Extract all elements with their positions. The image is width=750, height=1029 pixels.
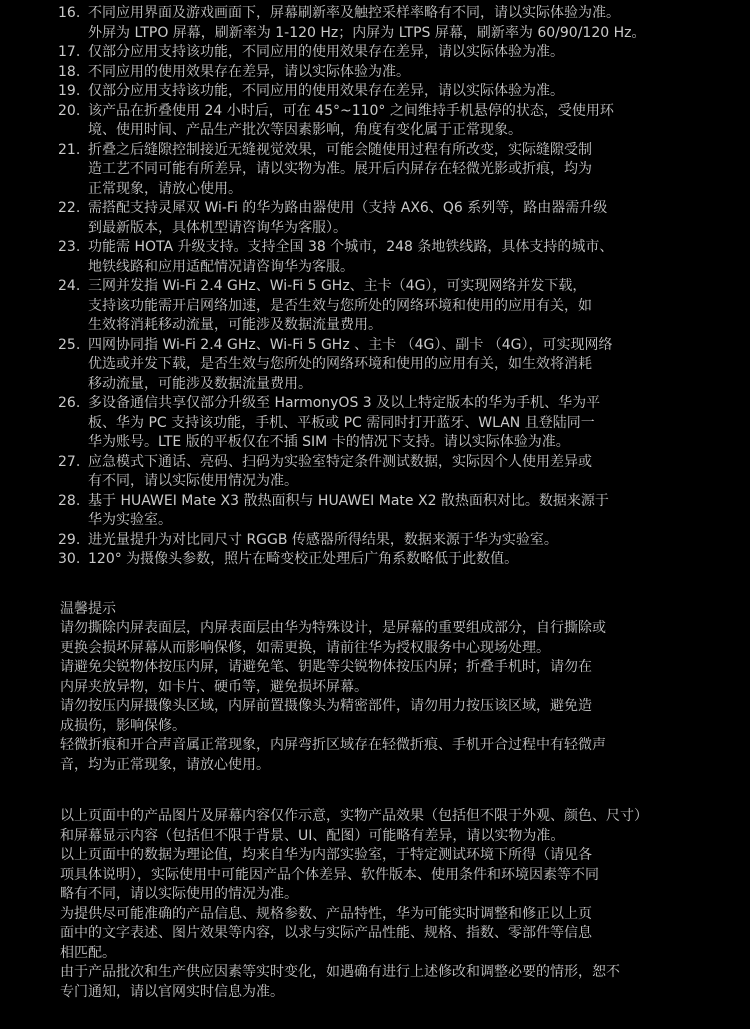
note-number: 29. <box>58 531 81 548</box>
note-item <box>60 531 698 551</box>
note-text-line: 三网并发指 Wi-Fi 2.4 GHz、Wi-Fi 5 GHz、主卡（4G），可实现网络并发下载， <box>88 278 587 294</box>
tips-text-line: 轻微折痕和开合声音属正常现象，内屏弯折区域存在轻微折痕、手机开合过程中有轻微声 <box>60 737 606 753</box>
note-text-line: 正常现象，请放心使用。 <box>88 180 242 197</box>
note-text-line: 需搭配支持灵犀双 Wi-Fi 的华为路由器使用（支持 AX6、Q6 系列等，路由器需升级 <box>88 200 608 216</box>
note-text-line: 到最新版本，具体机型请咨询华为客服）。 <box>88 219 347 236</box>
note-number: 21. <box>58 141 81 158</box>
note-number: 24. <box>58 278 81 294</box>
note-text-line: 多设备通信共享仅部分升级至 HarmonyOS 3 及以上特定版本的华为手机、华为平 <box>88 395 601 411</box>
note-item <box>60 492 698 531</box>
note-item <box>60 4 698 43</box>
note-number: 30. <box>58 551 81 567</box>
note-text-line: 地铁线路和应用适配情况请咨询华为客服。 <box>88 258 354 275</box>
disclaimer-text-line: 和屏幕显示内容（包括但不限于背景、UI、配图）可能略有差异，请以实物为准。 <box>60 827 565 844</box>
note-text-line: 移动流量，可能涉及数据流量费用。 <box>88 375 312 392</box>
note-text-line: 功能需 HOTA 升级支持。支持全国 38 个城市，248 条地铁线路，具体支持的城市、 <box>88 239 614 255</box>
note-item <box>60 238 698 277</box>
disclaimer-text-line: 相匹配。 <box>60 944 116 961</box>
note-item <box>60 336 698 395</box>
tips-text-line: 成损伤，影响保修。 <box>60 717 186 734</box>
note-item <box>60 394 698 453</box>
note-text-line: 支持该功能需开启网络加速，是否生效与您所处的网络环境和使用的应用有关，如 <box>88 297 592 314</box>
note-item <box>60 277 698 336</box>
note-text-line: 华为账号。LTE 版的平板仅在不插 SIM 卡的情况下支持。请以实际体验为准。 <box>88 434 570 450</box>
note-item <box>60 82 698 102</box>
disclaimer-text-line: 以上页面中的数据为理论值，均来自华为内部实验室，于特定测试环境下所得（请见各 <box>60 847 592 863</box>
disclaimer-text-line: 为提供尽可能准确的产品信息、规格参数、产品特性，华为可能实时调整和修正以上页 <box>60 905 592 922</box>
note-item <box>60 453 698 492</box>
tips-body <box>60 619 698 775</box>
disclaimer-text-line: 项具体说明），实际使用中可能因产品个体差异、软件版本、使用条件和环境因素等不同 <box>60 866 599 883</box>
note-number: 22. <box>58 200 81 216</box>
note-item <box>60 141 698 200</box>
tips-text-line: 请避免尖锐物体按压内屏，请避免笔、钥匙等尖锐物体按压内屏；折叠手机时，请勿在 <box>60 659 592 675</box>
disclaimer-text-line: 略有不同，请以实际使用的情况为准。 <box>60 886 298 902</box>
note-text-line: 折叠之后缝隙控制接近无缝视觉效果，可能会随使用过程有所改变，实际缝隙受制 <box>88 141 592 158</box>
note-text-line: 仅部分应用支持该功能，不同应用的使用效果存在差异，请以实际体验为准。 <box>88 44 564 60</box>
tips-text-line: 请勿按压内屏摄像头区域，内屏前置摄像头为精密部件，请勿用力按压该区域，避免造 <box>60 698 592 714</box>
note-number: 16. <box>58 5 81 21</box>
disclaimer-section <box>60 807 698 1002</box>
note-item <box>60 43 698 63</box>
note-text-line: 造工艺不同可能有所差异，请以实物为准。展开后内屏存在轻微光影或折痕，均为 <box>88 161 592 177</box>
note-number: 18. <box>58 63 81 80</box>
note-text-line: 进光量提升为对比同尺寸 RGGB 传感器所得结果，数据来源于华为实验室。 <box>88 531 558 548</box>
note-number: 28. <box>58 492 81 509</box>
note-text-line: 该产品在折叠使用 24 小时后，可在 45°~110° 之间维持手机悬停的状态，受使用环 <box>88 102 614 119</box>
note-text-line: 华为实验室。 <box>88 512 172 528</box>
disclaimer-text-line: 面中的文字表述、图片效果等内容，以求与实际产品性能、规格、指数、零部件等信息 <box>60 925 592 941</box>
note-text-line: 生效将消耗移动流量，可能涉及数据流量费用。 <box>88 317 382 333</box>
note-item <box>60 102 698 141</box>
note-item <box>60 550 698 570</box>
disclaimer-text-line: 由于产品批次和生产供应因素等实时变化，如遇确有进行上述修改和调整必要的情形，恕不 <box>60 964 620 980</box>
tips-text-line: 音，均为正常现象，请放心使用。 <box>60 756 270 773</box>
disclaimer-text-line: 专门通知，请以官网实时信息为准。 <box>60 983 284 1000</box>
note-text-line: 不同应用的使用效果存在差异，请以实际体验为准。 <box>88 63 410 80</box>
disclaimer-text-line: 以上页面中的产品图片及屏幕内容仅作示意，实物产品效果（包括但不限于外观、颜色、尺寸） <box>60 808 648 824</box>
notes-list <box>60 4 698 570</box>
tips-title: 温馨提示 <box>60 600 116 617</box>
note-text-line: 外屏为 LTPO 屏幕，刷新率为 1-120 Hz；内屏为 LTPS 屏幕，刷新率为 60/90/120 Hz。 <box>88 24 646 41</box>
note-text-line: 板、华为 PC 支持该功能，手机、平板或 PC 需同时打开蓝牙、WLAN 且登陆同一 <box>88 414 595 431</box>
note-number: 23. <box>58 239 81 255</box>
tips-section <box>60 600 698 776</box>
note-number: 20. <box>58 102 81 119</box>
note-number: 17. <box>58 44 81 60</box>
note-text-line: 境、使用时间、产品生产批次等因素影响，角度有变化属于正常现象。 <box>88 122 522 138</box>
tips-text-line: 内屏夹放异物，如卡片、硬币等，避免损坏屏幕。 <box>60 678 368 695</box>
note-item <box>60 63 698 83</box>
tips-text-line: 更换会损坏屏幕从而影响保修，如需更换，请前往华为授权服务中心现场处理。 <box>60 639 550 656</box>
note-text-line: 有不同，请以实际使用情况为准。 <box>88 473 298 489</box>
tips-text-line: 请勿撕除内屏表面层，内屏表面层由华为特殊设计，是屏幕的重要组成部分，自行撕除或 <box>60 620 606 636</box>
note-text-line: 基于 HUAWEI Mate X3 散热面积与 HUAWEI Mate X2 散热面积对比。数据来源于 <box>88 492 609 509</box>
note-text-line: 不同应用界面及游戏画面下，屏幕刷新率及触控采样率略有不同，请以实际体验为准。 <box>88 5 620 21</box>
note-number: 19. <box>58 83 81 99</box>
note-text-line: 优选或并发下载，是否生效与您所处的网络环境和使用的应用有关，如生效将消耗 <box>88 356 592 372</box>
note-text-line: 应急模式下通话、亮码、扫码为实验室特定条件测试数据，实际因个人使用差异或 <box>88 453 592 470</box>
note-text-line: 仅部分应用支持该功能，不同应用的使用效果存在差异，请以实际体验为准。 <box>88 83 564 99</box>
note-text-line: 120° 为摄像头参数，照片在畸变校正处理后广角系数略低于此数值。 <box>88 551 519 567</box>
note-number: 25. <box>58 336 81 353</box>
note-item <box>60 199 698 238</box>
note-number: 27. <box>58 453 81 470</box>
note-text-line: 四网协同指 Wi-Fi 2.4 GHz、Wi-Fi 5 GHz 、主卡 （4G）、副卡 （4G），可实现网络 <box>88 336 613 353</box>
note-number: 26. <box>58 395 81 411</box>
